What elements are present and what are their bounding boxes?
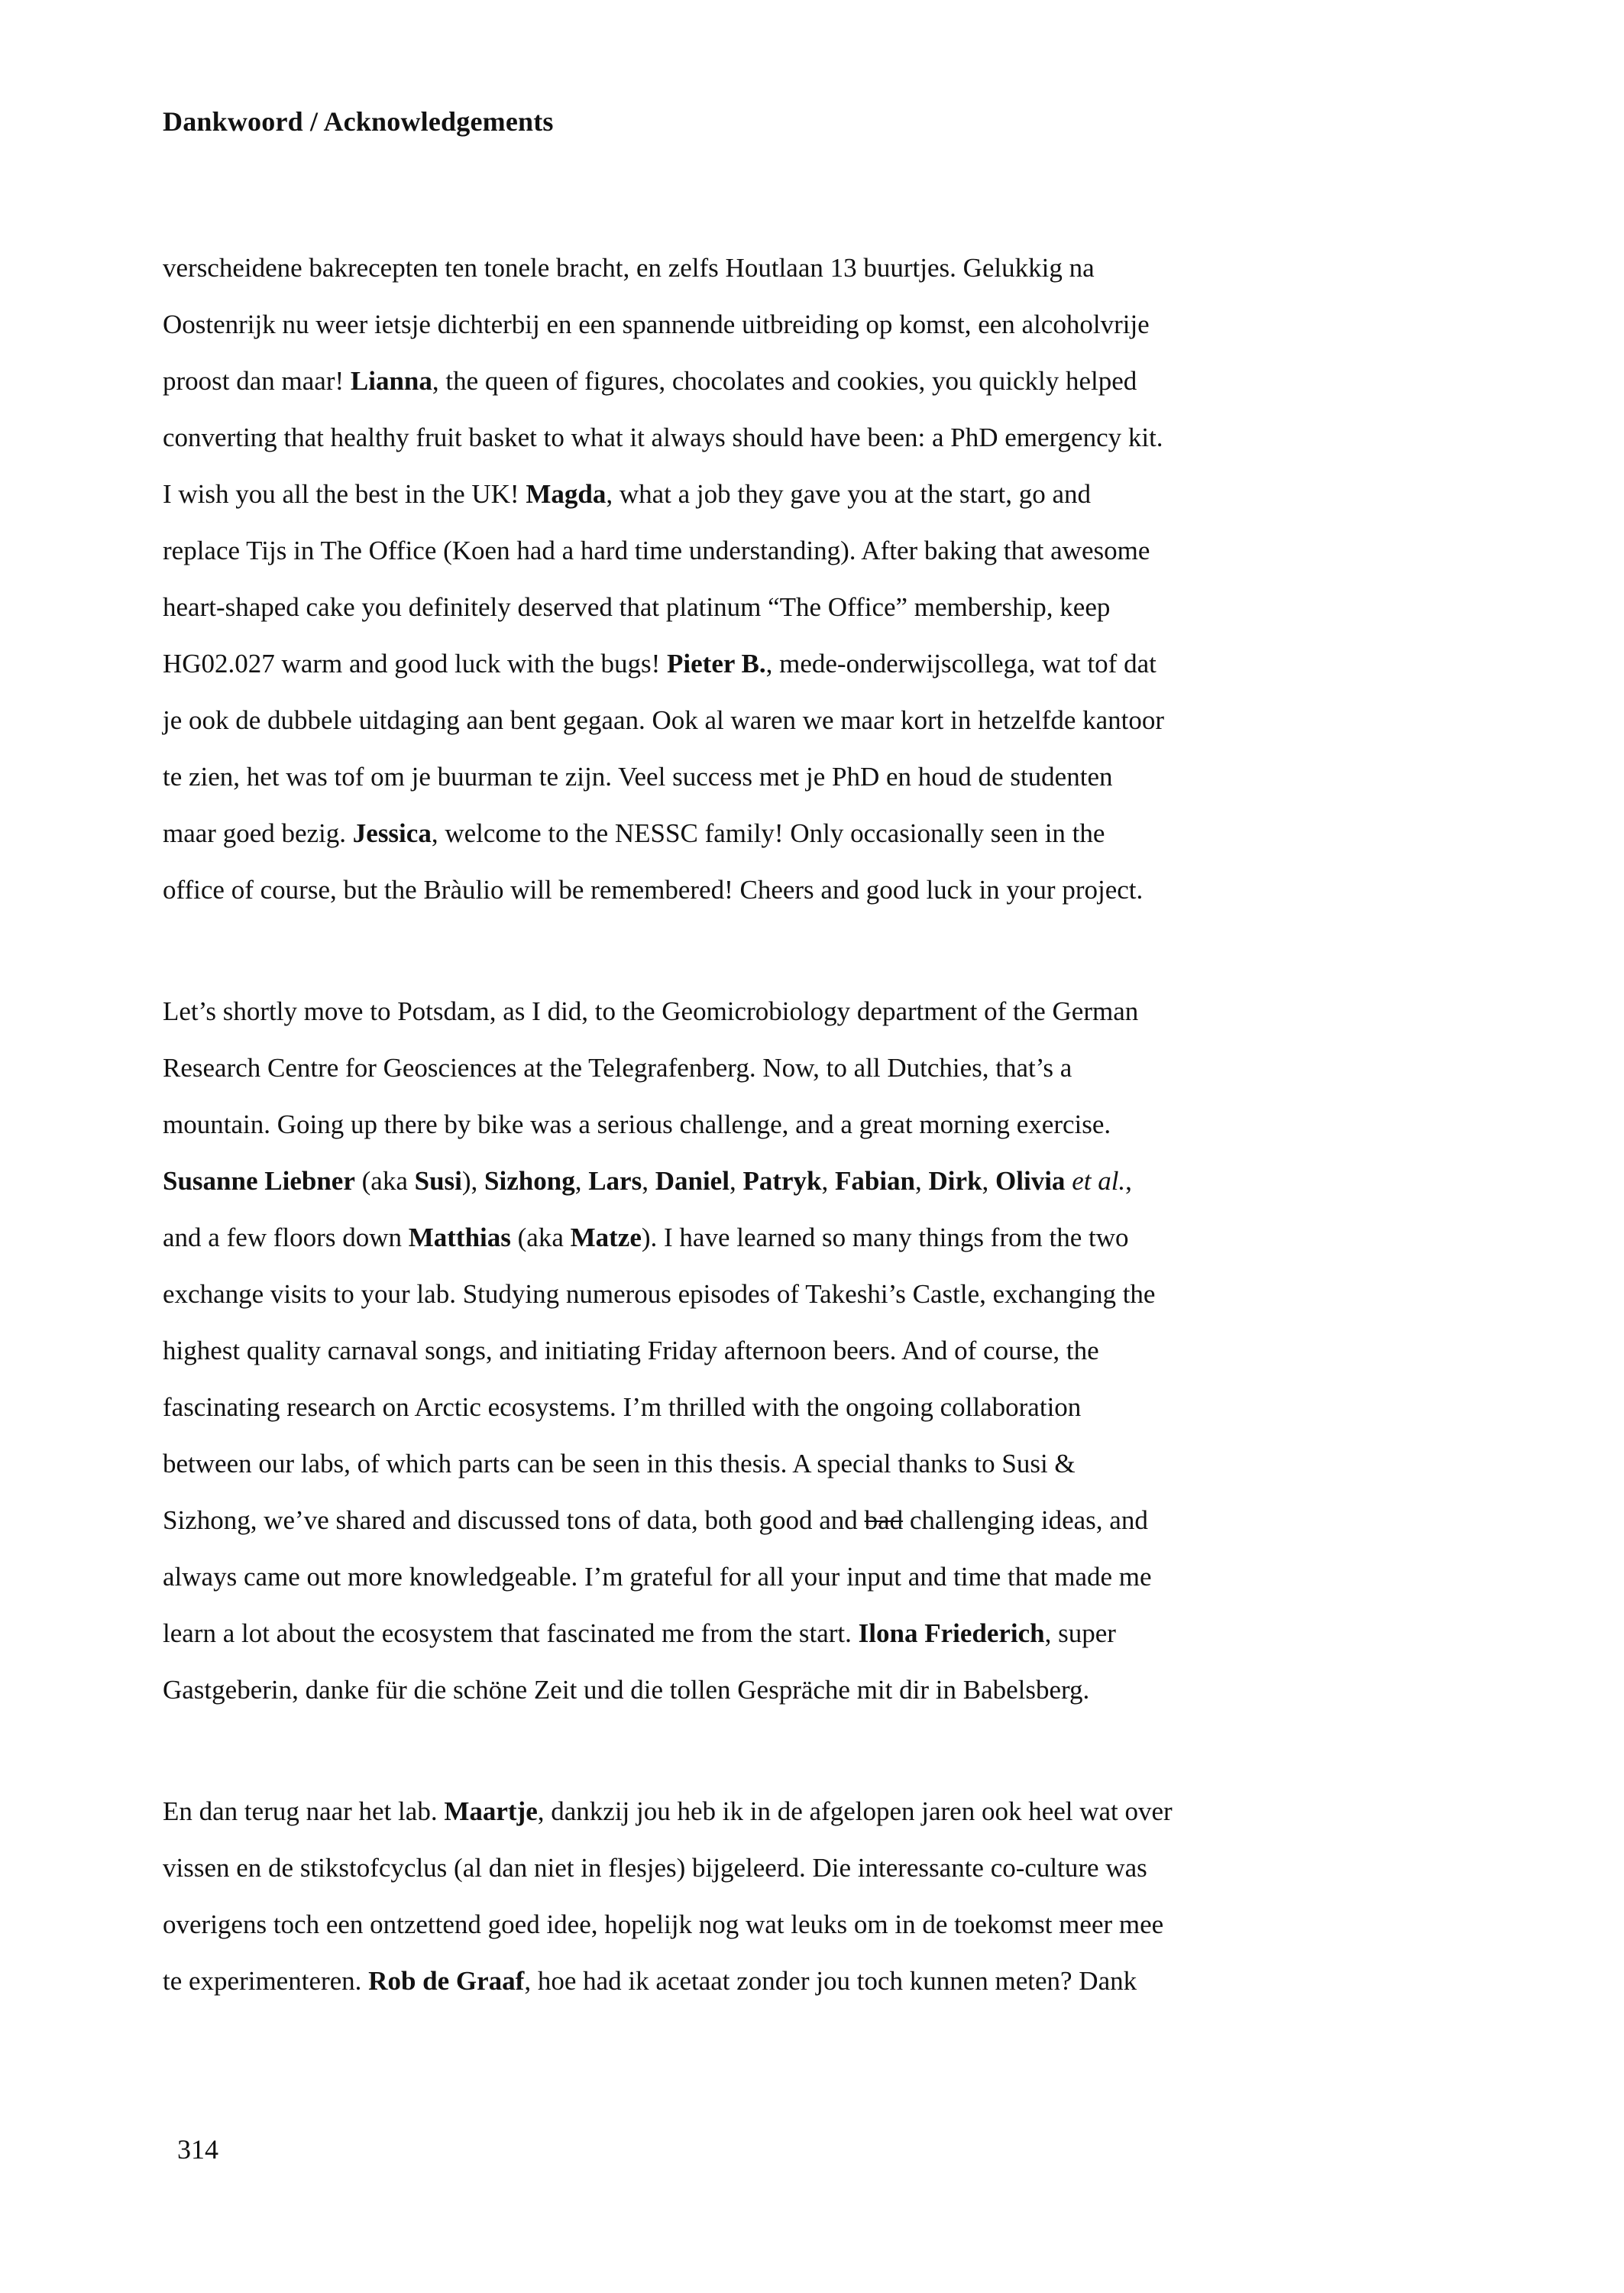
text-line xyxy=(163,1953,1477,2010)
text-line xyxy=(163,1379,1477,1436)
text-line xyxy=(163,862,1477,918)
document-content xyxy=(163,105,1477,2010)
bold-name-run: Maartje xyxy=(444,1796,538,1826)
text-run: vissen en de stikstofcyclus (al dan niet in flesjes) bijgeleerd. Die interessante co-culture was xyxy=(163,1853,1147,1883)
text-line xyxy=(163,1896,1477,1953)
text-run: , xyxy=(642,1166,655,1196)
text-run: verscheidene bakrecepten ten tonele bracht, en zelfs Houtlaan 13 buurtjes. Gelukkig na xyxy=(163,253,1095,283)
text-run: Oostenrijk nu weer ietsje dichterbij en een spannende uitbreiding op komst, een alcoholvrije xyxy=(163,309,1150,339)
text-run: replace Tijs in The Office (Koen had a hard time understanding). After baking that awesome xyxy=(163,536,1150,565)
text-run: , the queen of figures, chocolates and cookies, you quickly helped xyxy=(432,366,1137,396)
text-run: , welcome to the NESSC family! Only occasionally seen in the xyxy=(431,818,1105,848)
text-run: (aka xyxy=(510,1223,571,1252)
text-line xyxy=(163,1662,1477,1718)
text-run xyxy=(1065,1166,1072,1196)
text-run: I wish you all the best in the UK! xyxy=(163,479,526,509)
text-run: converting that healthy fruit basket to what it always should have been: a PhD emergency kit. xyxy=(163,423,1163,452)
text-line xyxy=(163,1605,1477,1662)
bold-name-run: Pieter B. xyxy=(667,649,766,679)
text-line xyxy=(163,296,1477,353)
text-line xyxy=(163,983,1477,1040)
text-line xyxy=(163,1492,1477,1549)
text-line xyxy=(163,410,1477,466)
text-run: En dan terug naar het lab. xyxy=(163,1796,445,1826)
text-run: Sizhong, we’ve shared and discussed tons of data, both good and xyxy=(163,1505,865,1535)
text-line xyxy=(163,805,1477,862)
text-run: (aka xyxy=(354,1166,415,1196)
text-run: , super xyxy=(1044,1618,1116,1648)
italic-run: et al. xyxy=(1072,1166,1126,1196)
text-run: Research Centre for Geosciences at the Telegrafenberg. Now, to all Dutchies, that’s a xyxy=(163,1053,1072,1083)
text-line xyxy=(163,1323,1477,1379)
text-line xyxy=(163,749,1477,805)
text-run: office of course, but the Bràulio will be remembered! Cheers and good luck in your project. xyxy=(163,875,1144,905)
text-run: fascinating research on Arctic ecosystems. I’m thrilled with the ongoing collaboration xyxy=(163,1392,1082,1422)
bold-name-run: Patryk xyxy=(742,1166,822,1196)
text-line xyxy=(163,1153,1477,1210)
text-line xyxy=(163,1096,1477,1153)
text-run: , xyxy=(729,1166,743,1196)
bold-name-run: Lianna xyxy=(350,366,432,396)
text-line xyxy=(163,353,1477,410)
bold-name-run: Ilona Friederich xyxy=(858,1618,1045,1648)
text-run: , mede-onderwijscollega, wat tof dat xyxy=(765,649,1157,679)
bold-name-run: Magda xyxy=(526,479,607,509)
text-line xyxy=(163,1840,1477,1896)
text-line xyxy=(163,636,1477,692)
bold-name-run: Sizhong xyxy=(484,1166,575,1196)
text-line xyxy=(163,579,1477,636)
bold-name-run: Olivia xyxy=(995,1166,1066,1196)
document-body xyxy=(163,240,1477,2010)
bold-name-run: Lars xyxy=(588,1166,642,1196)
page-title: Dankwoord / Acknowledgements xyxy=(163,106,554,137)
text-line xyxy=(163,240,1477,296)
text-line xyxy=(163,1549,1477,1605)
text-run: , xyxy=(821,1166,835,1196)
text-run: ), xyxy=(461,1166,485,1196)
text-run: mountain. Going up there by bike was a serious challenge, and a great morning exercise. xyxy=(163,1109,1111,1139)
paragraph xyxy=(163,1783,1477,2010)
page-number: 314 xyxy=(177,2134,218,2165)
text-run: Gastgeberin, danke für die schöne Zeit und die tollen Gespräche mit dir in Babelsberg. xyxy=(163,1675,1090,1705)
text-run: , xyxy=(574,1166,589,1196)
bold-name-run: Matze xyxy=(570,1223,642,1252)
bold-name-run: Dirk xyxy=(928,1166,982,1196)
bold-name-run: Jessica xyxy=(352,818,432,848)
text-line xyxy=(163,1210,1477,1266)
text-run: , hoe had ik acetaat zonder jou toch kunnen meten? Dank xyxy=(524,1966,1137,1996)
bold-name-run: Rob de Graaf xyxy=(368,1966,525,1996)
text-run: learn a lot about the ecosystem that fascinated me from the start. xyxy=(163,1618,859,1648)
bold-name-run: Susi xyxy=(414,1166,462,1196)
text-run: , xyxy=(982,1166,996,1196)
text-run: te zien, het was tof om je buurman te zijn. Veel success met je PhD en houd de studenten xyxy=(163,762,1113,792)
text-run: , dankzij jou heb ik in de afgelopen jaren ook heel wat over xyxy=(537,1796,1173,1826)
paragraph xyxy=(163,983,1477,1718)
text-run: , what a job they gave you at the start, go and xyxy=(606,479,1092,509)
text-line xyxy=(163,466,1477,523)
text-line xyxy=(163,1040,1477,1096)
paragraph xyxy=(163,240,1477,918)
text-run: highest quality carnaval songs, and initiating Friday afternoon beers. And of course, the xyxy=(163,1336,1099,1365)
strikethrough-run: bad xyxy=(864,1505,904,1535)
text-line xyxy=(163,1783,1477,1840)
text-run: overigens toch een ontzettend goed idee, hopelijk nog wat leuks om in de toekomst meer mee xyxy=(163,1909,1164,1939)
bold-name-run: Matthias xyxy=(408,1223,511,1252)
text-run: te experimenteren. xyxy=(163,1966,369,1996)
text-line xyxy=(163,1266,1477,1323)
bold-name-run: Fabian xyxy=(834,1166,916,1196)
text-run: always came out more knowledgeable. I’m grateful for all your input and time that made me xyxy=(163,1562,1152,1592)
bold-name-run: Daniel xyxy=(655,1166,730,1196)
text-run: exchange visits to your lab. Studying numerous episodes of Takeshi’s Castle, exchanging the xyxy=(163,1279,1156,1309)
text-run: heart-shaped cake you definitely deserved that platinum “The Office” membership, keep xyxy=(163,592,1111,622)
text-run: between our labs, of which parts can be seen in this thesis. A special thanks to Susi & xyxy=(163,1449,1076,1478)
text-line xyxy=(163,523,1477,579)
text-run: Let’s shortly move to Potsdam, as I did, to the Geomicrobiology department of the German xyxy=(163,996,1139,1026)
bold-name-run: Susanne Liebner xyxy=(163,1166,355,1196)
text-run: ). I have learned so many things from the two xyxy=(641,1223,1129,1252)
text-run: and a few floors down xyxy=(163,1223,409,1252)
text-line xyxy=(163,1436,1477,1492)
text-run: proost dan maar! xyxy=(163,366,351,396)
text-run: HG02.027 warm and good luck with the bugs! xyxy=(163,649,668,679)
text-run: , xyxy=(1125,1166,1132,1196)
text-run: je ook de dubbele uitdaging aan bent gegaan. Ook al waren we maar kort in hetzelfde kantoor xyxy=(163,705,1165,735)
text-line xyxy=(163,692,1477,749)
text-run: challenging ideas, and xyxy=(903,1505,1148,1535)
text-run: , xyxy=(915,1166,929,1196)
text-run: maar goed bezig. xyxy=(163,818,353,848)
